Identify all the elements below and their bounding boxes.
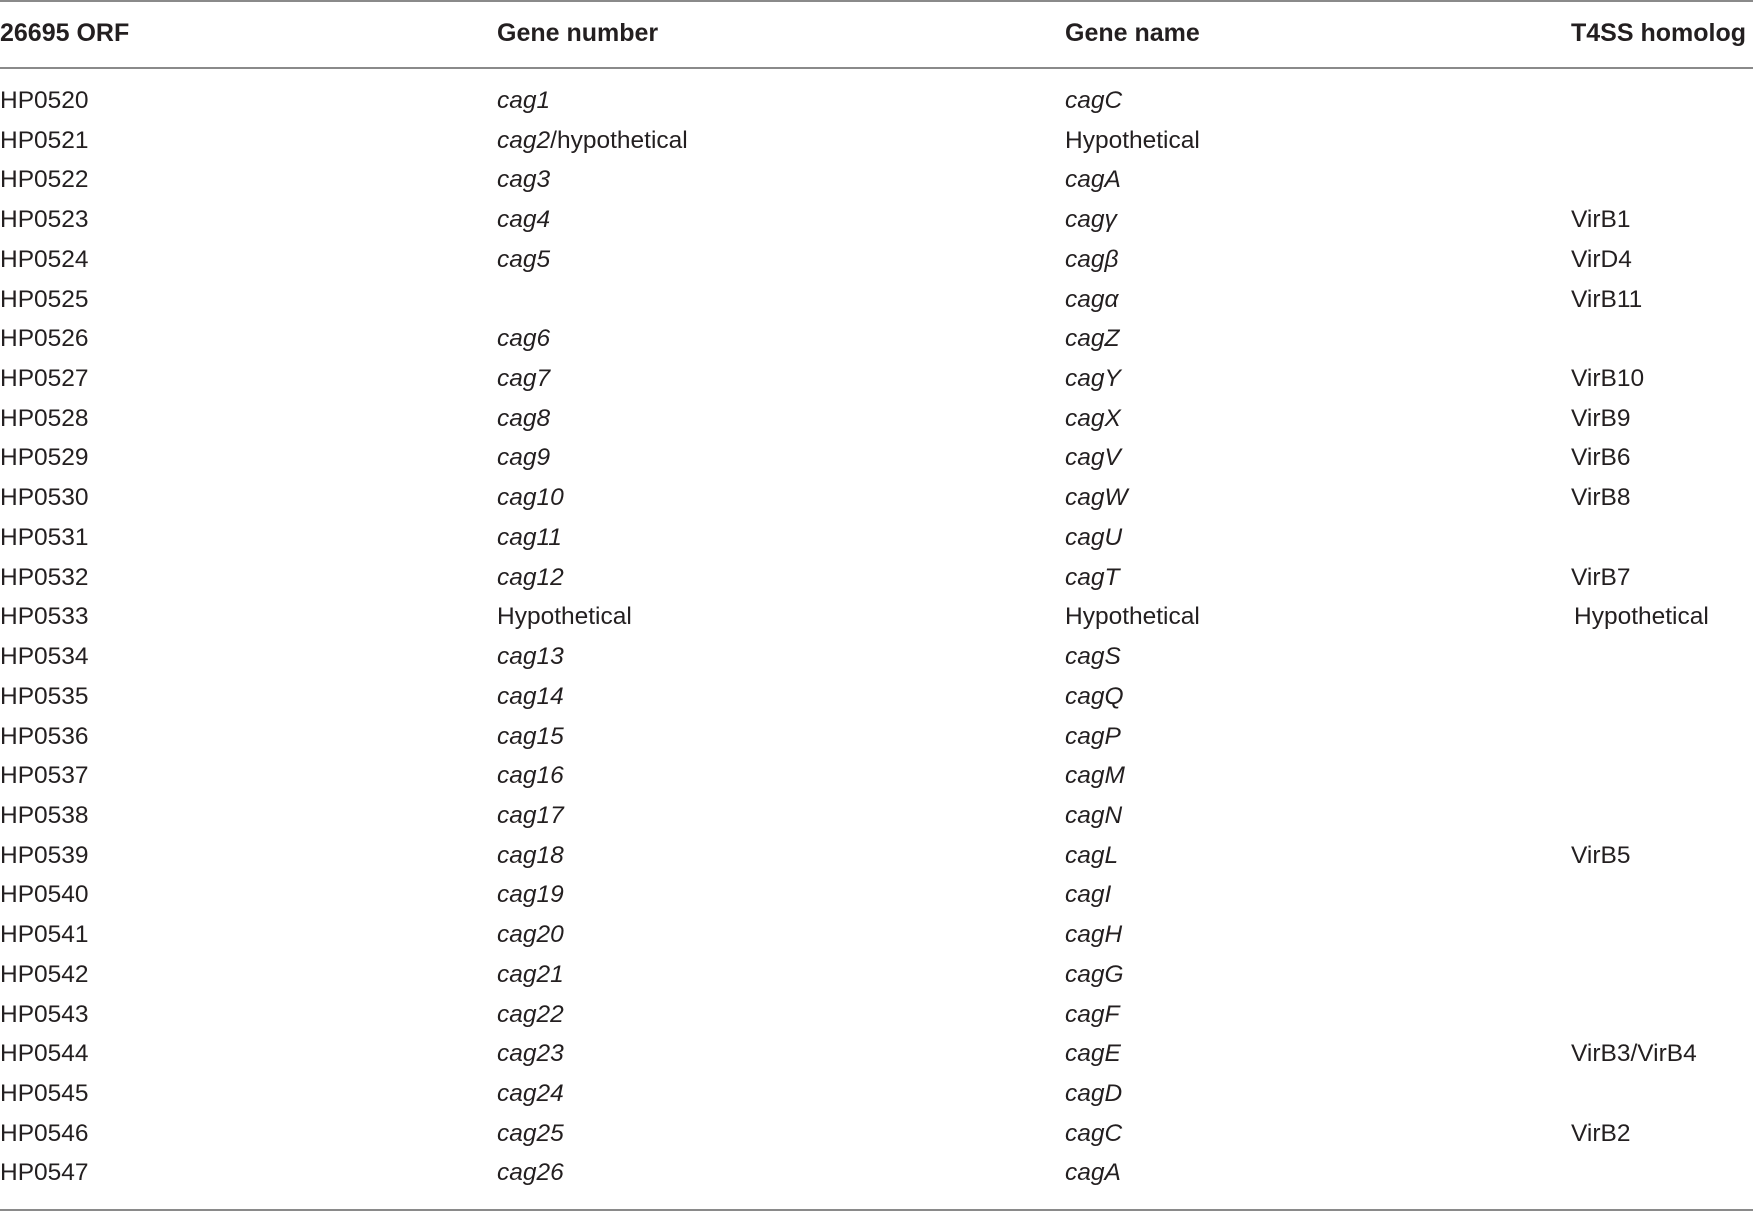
cell-gene-name: cagα — [1065, 285, 1119, 313]
table-row — [0, 558, 1753, 598]
cell-orf: HP0532 — [0, 563, 89, 591]
cell-gene-name: cagA — [1065, 1159, 1121, 1187]
cell-orf: HP0545 — [0, 1079, 89, 1107]
cell-gene-number — [497, 637, 564, 677]
gene-number-text: Hypothetical — [497, 603, 632, 631]
gene-number-text: cag23 — [497, 1040, 564, 1068]
gene-number-text: cag19 — [497, 881, 564, 909]
cell-gene-name: Hypothetical — [1065, 603, 1200, 631]
cell-t4ss-homolog: VirB9 — [1571, 404, 1631, 432]
table-row — [0, 81, 1753, 121]
cell-gene-number — [497, 597, 632, 637]
table-row — [0, 677, 1753, 717]
cell-t4ss-homolog: VirB2 — [1571, 1119, 1631, 1147]
gene-number-text: cag9 — [497, 444, 551, 472]
table-row — [0, 1034, 1753, 1074]
cell-orf: HP0535 — [0, 682, 89, 710]
cell-orf: HP0534 — [0, 643, 89, 671]
cell-gene-number — [497, 160, 550, 200]
table-row — [0, 717, 1753, 757]
cell-t4ss-homolog: VirB3/VirB4 — [1571, 1040, 1697, 1068]
cell-orf: HP0543 — [0, 1000, 89, 1028]
table-row — [0, 359, 1753, 399]
header-t4ss-homolog: T4SS homolog — [1571, 19, 1746, 47]
cell-orf: HP0523 — [0, 206, 89, 234]
cell-orf: HP0520 — [0, 87, 89, 114]
cell-gene-number — [497, 717, 564, 757]
cell-orf: HP0533 — [0, 603, 89, 631]
table-row — [0, 518, 1753, 558]
gene-number-text: cag2 — [497, 126, 551, 154]
cell-gene-number — [497, 1153, 564, 1193]
gene-number-text: cag6 — [497, 325, 551, 353]
cell-gene-name: cagN — [1065, 801, 1123, 829]
table-row — [0, 875, 1753, 915]
table-top-rule — [0, 0, 1753, 2]
table-row — [0, 478, 1753, 518]
cell-gene-name: cagW — [1065, 484, 1128, 512]
cell-t4ss-homolog: VirD4 — [1571, 245, 1632, 273]
cell-gene-number — [497, 558, 564, 598]
cell-orf: HP0544 — [0, 1040, 89, 1068]
cell-gene-name: cagH — [1065, 921, 1123, 949]
cell-orf: HP0539 — [0, 841, 89, 869]
cell-gene-name: cagγ — [1065, 206, 1117, 234]
table-row — [0, 240, 1753, 280]
cell-t4ss-homolog: VirB1 — [1571, 206, 1631, 234]
gene-number-text: cag15 — [497, 722, 564, 750]
table-row — [0, 200, 1753, 240]
cell-gene-number — [497, 240, 550, 280]
cell-gene-number — [497, 915, 564, 955]
cell-gene-name: cagD — [1065, 1079, 1123, 1107]
cell-orf: HP0527 — [0, 365, 89, 393]
header-orf: 26695 ORF — [0, 19, 130, 47]
cell-orf: HP0529 — [0, 444, 89, 472]
table-header-rule — [0, 67, 1753, 69]
cell-gene-number — [497, 359, 550, 399]
gene-number-text: cag11 — [497, 523, 562, 551]
table-row — [0, 756, 1753, 796]
table-row — [0, 438, 1753, 478]
gene-number-text: cag25 — [497, 1119, 564, 1147]
cell-gene-name: cagC — [1065, 87, 1123, 114]
cell-gene-number — [497, 1034, 564, 1074]
cell-gene-name: cagG — [1065, 960, 1124, 988]
cell-gene-number — [497, 955, 564, 995]
gene-number-text: cag5 — [497, 245, 551, 273]
cell-gene-number — [497, 438, 550, 478]
cell-orf: HP0525 — [0, 285, 89, 313]
table-row — [0, 955, 1753, 995]
table-row — [0, 1153, 1753, 1193]
gene-number-text: cag17 — [497, 801, 564, 829]
cell-gene-name: cagQ — [1065, 682, 1124, 710]
cell-gene-number — [497, 478, 564, 518]
gene-number-text: cag16 — [497, 762, 564, 790]
cell-gene-name: cagF — [1065, 1000, 1120, 1028]
cell-t4ss-homolog: VirB10 — [1571, 365, 1645, 393]
table-row — [0, 915, 1753, 955]
gene-number-text: cag13 — [497, 643, 564, 671]
cell-orf: HP0538 — [0, 801, 89, 829]
gene-number-text: cag7 — [497, 365, 551, 393]
cell-gene-name: cagP — [1065, 722, 1121, 750]
cell-gene-number — [497, 1114, 564, 1154]
cell-gene-number — [497, 836, 564, 876]
cell-orf: HP0546 — [0, 1119, 89, 1147]
cell-t4ss-homolog: VirB11 — [1571, 285, 1643, 313]
cell-gene-number — [497, 796, 564, 836]
cell-gene-name: cagβ — [1065, 245, 1119, 273]
table-row — [0, 995, 1753, 1035]
cell-gene-number — [497, 756, 564, 796]
gene-number-text: cag3 — [497, 166, 551, 194]
cell-gene-number — [497, 995, 564, 1035]
cell-t4ss-homolog: Hypothetical — [1574, 603, 1709, 631]
cell-gene-number — [497, 81, 550, 121]
table-row — [0, 637, 1753, 677]
cell-gene-name: cagY — [1065, 365, 1121, 393]
cell-orf: HP0526 — [0, 325, 89, 353]
cell-gene-number — [497, 1074, 564, 1114]
cell-orf: HP0522 — [0, 166, 89, 194]
cell-gene-name: cagU — [1065, 523, 1123, 551]
gene-number-text: cag10 — [497, 484, 564, 512]
table-row — [0, 796, 1753, 836]
cell-orf: HP0530 — [0, 484, 89, 512]
gene-number-text: cag20 — [497, 921, 564, 949]
table-body — [0, 81, 1753, 1193]
cell-orf: HP0541 — [0, 921, 89, 949]
cell-orf: HP0524 — [0, 245, 89, 273]
cell-orf: HP0531 — [0, 523, 89, 551]
cell-gene-number — [497, 200, 550, 240]
gene-number-text: cag8 — [497, 404, 551, 432]
table-bottom-rule — [0, 1209, 1753, 1211]
cell-gene-name: cagV — [1065, 444, 1121, 472]
gene-number-text: cag22 — [497, 1000, 564, 1028]
cell-t4ss-homolog: VirB5 — [1571, 841, 1631, 869]
table-row — [0, 160, 1753, 200]
cell-gene-name: cagC — [1065, 1119, 1123, 1147]
cell-gene-name: cagE — [1065, 1040, 1121, 1068]
cell-orf: HP0521 — [0, 126, 89, 154]
table-row — [0, 1114, 1753, 1154]
header-gene-name: Gene name — [1065, 19, 1200, 47]
cell-gene-name: cagS — [1065, 643, 1121, 671]
gene-number-suffix: /hypothetical — [550, 126, 688, 154]
cell-gene-number — [497, 875, 564, 915]
gene-number-text: cag1 — [497, 87, 551, 114]
cell-t4ss-homolog: VirB7 — [1571, 563, 1631, 591]
cell-gene-name: cagA — [1065, 166, 1121, 194]
cell-gene-name: cagM — [1065, 762, 1125, 790]
table-row — [0, 121, 1753, 161]
table-row — [0, 280, 1753, 320]
table-row — [0, 1074, 1753, 1114]
cell-gene-name: cagI — [1065, 881, 1112, 909]
cell-orf: HP0537 — [0, 762, 89, 790]
cell-orf: HP0536 — [0, 722, 89, 750]
table-row — [0, 597, 1753, 637]
cell-gene-name: cagL — [1065, 841, 1119, 869]
gene-number-text: cag12 — [497, 563, 564, 591]
cell-t4ss-homolog: VirB8 — [1571, 484, 1631, 512]
cell-gene-number — [497, 677, 564, 717]
header-gene-number: Gene number — [497, 19, 659, 47]
gene-number-text: cag14 — [497, 682, 564, 710]
gene-number-text: cag18 — [497, 841, 564, 869]
cell-gene-name: cagZ — [1065, 325, 1120, 353]
cell-orf: HP0547 — [0, 1159, 89, 1187]
gene-number-text: cag21 — [497, 960, 564, 988]
table-row — [0, 836, 1753, 876]
cell-orf: HP0542 — [0, 960, 89, 988]
cell-gene-name: Hypothetical — [1065, 126, 1200, 154]
cell-gene-number — [497, 399, 550, 439]
cell-orf: HP0540 — [0, 881, 89, 909]
table-row — [0, 399, 1753, 439]
cell-gene-number — [497, 319, 550, 359]
cell-gene-number — [497, 121, 688, 161]
cell-gene-name: cagT — [1065, 563, 1120, 591]
cell-gene-number — [497, 518, 562, 558]
cell-t4ss-homolog: VirB6 — [1571, 444, 1631, 472]
table-row — [0, 319, 1753, 359]
table-header-row — [0, 10, 1753, 56]
gene-number-text: cag4 — [497, 206, 551, 234]
gene-number-text: cag24 — [497, 1079, 564, 1107]
gene-number-text: cag26 — [497, 1159, 564, 1187]
cell-orf: HP0528 — [0, 404, 89, 432]
cell-gene-name: cagX — [1065, 404, 1121, 432]
